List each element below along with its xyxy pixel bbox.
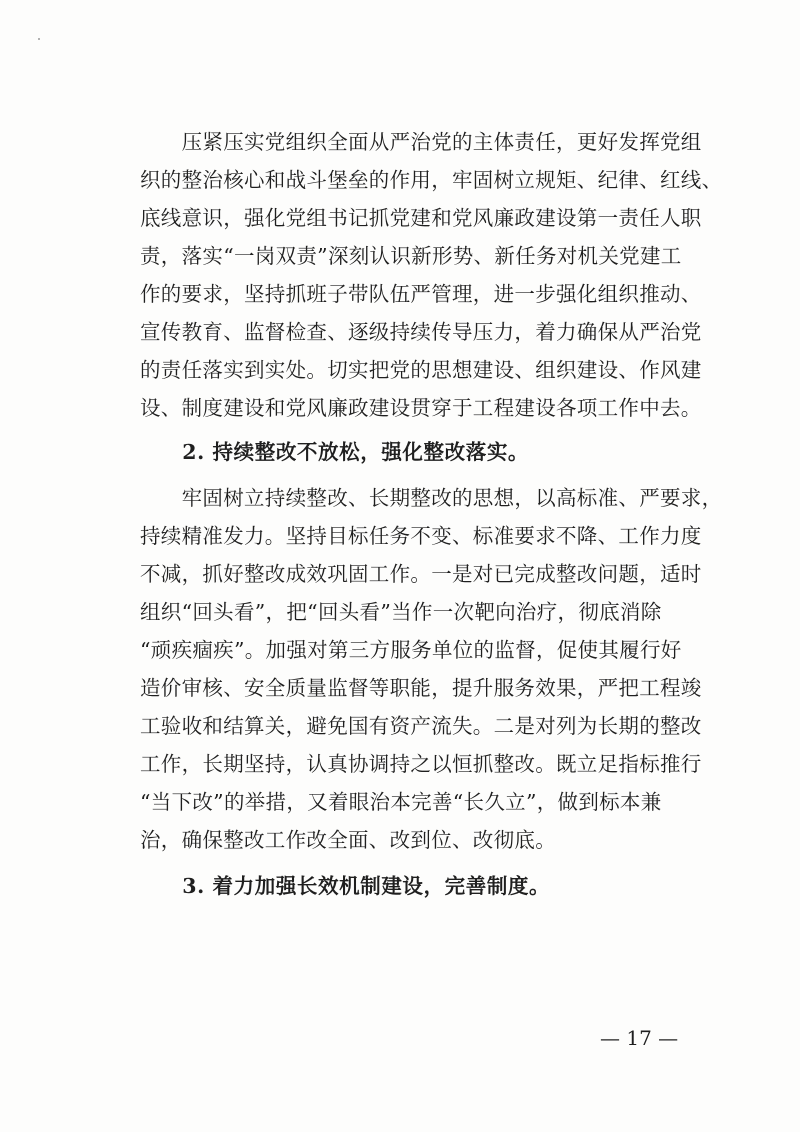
paragraph-2-line-10: 治，确保整改工作改全面、改到位、改彻底。: [140, 828, 556, 852]
paragraph-2-line-7: 工验收和结算关，避免国有资产流失。二是对列为长期的整改: [140, 714, 702, 738]
paragraph-2-line-1: 牢固树立持续整改、长期整改的思想，以高标准、严要求，: [140, 486, 723, 510]
section-heading-3: 3. 着力加强长效机制建设，完善制度。: [140, 874, 551, 898]
paragraph-2-line-3: 不减，抓好整改成效巩固工作。一是对已完成整改问题，适时: [140, 562, 702, 586]
paragraph-1-line-3: 底线意识，强化党组书记抓党建和党风廉政建设第一责任人职: [140, 206, 702, 230]
scan-speck: [38, 38, 40, 40]
page-number: — 17 —: [600, 1026, 679, 1050]
paragraph-1-line-4: 责，落实“一岗双责”深刻认识新形势、新任务对机关党建工: [140, 244, 682, 268]
paragraph-1-line-6: 宣传教育、监督检查、逐级持续传导压力，着力确保从严治党: [140, 320, 702, 344]
paragraph-1-line-7: 的责任落实到实处。切实把党的思想建设、组织建设、作风建: [140, 358, 702, 382]
paragraph-1-line-1: 压紧压实党组织全面从严治党的主体责任，更好发挥党组: [140, 130, 702, 154]
paragraph-2-line-2: 持续精准发力。坚持目标任务不变、标准要求不降、工作力度: [140, 524, 702, 548]
section-heading-2: 2. 持续整改不放松，强化整改落实。: [140, 440, 530, 464]
paragraph-1-line-5: 作的要求，坚持抓班子带队伍严管理，进一步强化组织推动、: [140, 282, 702, 306]
paragraph-2-line-5: “顽疾痼疾”。加强对第三方服务单位的监督，促使其履行好: [140, 638, 682, 662]
paragraph-2-line-4: 组织“回头看”，把“回头看”当作一次靶向治疗，彻底消除: [140, 600, 662, 624]
paragraph-2-line-9: “当下改”的举措，又着眼治本完善“长久立”，做到标本兼: [140, 790, 662, 814]
paragraph-1-line-8: 设、制度建设和党风廉政建设贯穿于工程建设各项工作中去。: [140, 396, 702, 420]
paragraph-2-line-8: 工作，长期坚持，认真协调持之以恒抓整改。既立足指标推行: [140, 752, 702, 776]
paragraph-2-line-6: 造价审核、安全质量监督等职能，提升服务效果，严把工程竣: [140, 676, 702, 700]
paragraph-1-line-2: 织的整治核心和战斗堡垒的作用，牢固树立规矩、纪律、红线、: [140, 168, 723, 192]
